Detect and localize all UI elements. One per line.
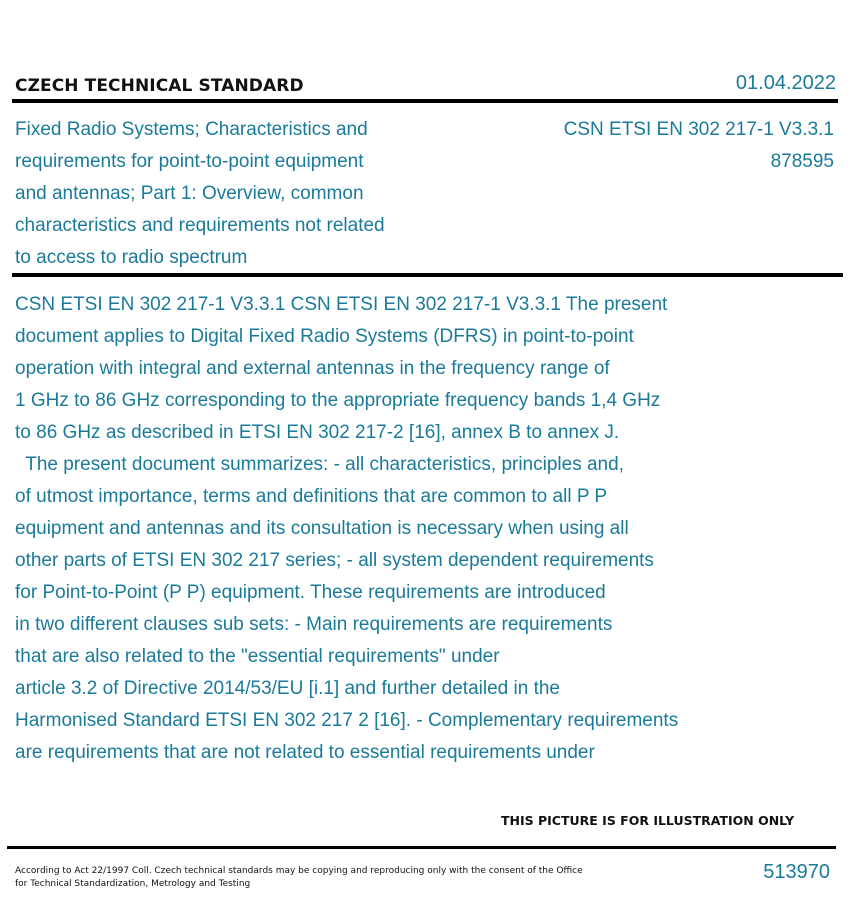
title-line: Fixed Radio Systems; Characteristics and xyxy=(15,119,368,140)
abstract-line: The present document summarizes: - all characteristics, principles and, xyxy=(15,454,624,475)
abstract-line: in two different clauses sub sets: - Main requirements are requirements xyxy=(15,614,613,635)
abstract-line: for Point-to-Point (P P) equipment. These requirements are introduced xyxy=(15,582,606,603)
abstract-line: Harmonised Standard ETSI EN 302 217 2 [16]. - Complementary requirements xyxy=(15,710,679,731)
title-line: and antennas; Part 1: Overview, common xyxy=(15,183,364,204)
document-type-heading: CZECH TECHNICAL STANDARD xyxy=(15,76,304,96)
legal-notice xyxy=(15,865,615,891)
abstract-line: document applies to Digital Fixed Radio Systems (DFRS) in point-to-point xyxy=(15,326,634,347)
publication-date: 01.04.2022 xyxy=(735,72,836,94)
abstract-text xyxy=(15,289,805,769)
abstract-line: of utmost importance, terms and definitions that are common to all P P xyxy=(15,486,608,507)
catalog-number: 878595 xyxy=(770,151,834,172)
header-divider xyxy=(12,99,838,103)
footer-number: 513970 xyxy=(763,861,830,883)
illustration-disclaimer: THIS PICTURE IS FOR ILLUSTRATION ONLY xyxy=(501,813,795,828)
title-line: requirements for point-to-point equipment xyxy=(15,151,364,172)
abstract-line: are requirements that are not related to essential requirements under xyxy=(15,742,595,763)
title-line: characteristics and requirements not related xyxy=(15,215,385,236)
standard-title xyxy=(15,114,455,274)
standard-identifiers xyxy=(564,114,834,178)
abstract-line: other parts of ETSI EN 302 217 series; - all system dependent requirements xyxy=(15,550,654,571)
legal-line: for Technical Standardization, Metrology and Testing xyxy=(15,879,251,889)
title-line: to access to radio spectrum xyxy=(15,247,248,268)
abstract-line: article 3.2 of Directive 2014/53/EU [i.1] and further detailed in the xyxy=(15,678,560,699)
title-divider xyxy=(12,273,843,277)
abstract-line: CSN ETSI EN 302 217-1 V3.3.1 CSN ETSI EN 302 217-1 V3.3.1 The present xyxy=(15,294,668,315)
abstract-line: to 86 GHz as described in ETSI EN 302 217-2 [16], annex B to annex J. xyxy=(15,422,620,443)
abstract-line: operation with integral and external antennas in the frequency range of xyxy=(15,358,610,379)
abstract-line: that are also related to the "essential requirements" under xyxy=(15,646,500,667)
abstract-line: equipment and antennas and its consultation is necessary when using all xyxy=(15,518,629,539)
footer-divider xyxy=(7,846,836,849)
standard-number: CSN ETSI EN 302 217-1 V3.3.1 xyxy=(563,119,834,140)
legal-line: According to Act 22/1997 Coll. Czech technical standards may be copying and reproducing only with the consent of the Office xyxy=(15,866,583,876)
abstract-line: 1 GHz to 86 GHz corresponding to the appropriate frequency bands 1,4 GHz xyxy=(15,390,661,411)
